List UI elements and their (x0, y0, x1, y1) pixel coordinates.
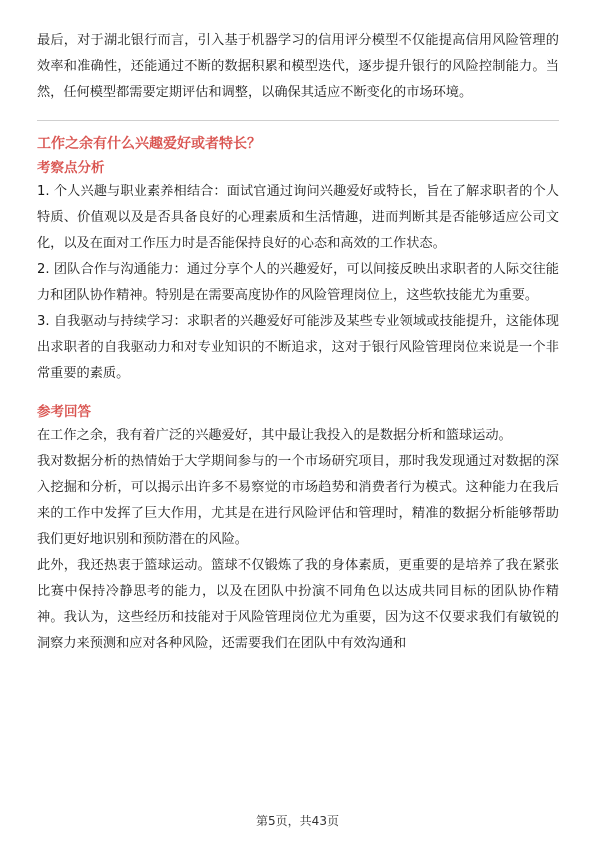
answer-paragraph: 在工作之余，我有着广泛的兴趣爱好，其中最让我投入的是数据分析和篮球运动。 (37, 428, 512, 443)
question-title: 工作之余有什么兴趣爱好或者特长？ (37, 136, 261, 152)
page-footer: 第5页，共43页 (256, 814, 339, 828)
analysis-heading: 考察点分析 (37, 160, 105, 176)
intro-paragraph: 最后，对于湖北银行而言，引入基于机器学习的信用评分模型不仅能提高信用风险管理的效率和准确性，还能通过不断的数据积累和模型迭代，逐步提升银行的风险控制能力。当然，任何模型都需要定期评估和调整，以确保其适应不断变化的市场环境。 (37, 33, 559, 100)
answer-heading: 参考回答 (37, 404, 91, 420)
analysis-item: 1. 个人兴趣与职业素养相结合：面试官通过询问兴趣爱好或特长，旨在了解求职者的个人特质、价值观以及是否具备良好的心理素质和生活情趣，进而判断其是否能够适应公司文化，以及在面对工作压力时是否能保持良好的心态和高效的工作状态。 (37, 184, 559, 251)
section-divider (37, 120, 559, 121)
answer-paragraph: 此外，我还热衷于篮球运动。篮球不仅锻炼了我的身体素质，更重要的是培养了我在紧张比赛中保持冷静思考的能力，以及在团队中扮演不同角色以达成共同目标的团队协作精神。我认为，这些经历和技能对于风险管理岗位尤为重要，因为这不仅要求我们有敏锐的洞察力来预测和应对各种风险，还需要我们在团队中有效沟通和 (37, 558, 559, 651)
analysis-item: 3. 自我驱动与持续学习：求职者的兴趣爱好可能涉及某些专业领域或技能提升，这能体现出求职者的自我驱动力和对专业知识的不断追求，这对于银行风险管理岗位来说是一个非常重要的素质。 (37, 314, 559, 381)
document-page (37, 28, 559, 657)
answer-paragraph: 我对数据分析的热情始于大学期间参与的一个市场研究项目，那时我发现通过对数据的深入挖掘和分析，可以揭示出许多不易察觉的市场趋势和消费者行为模式。这种能力在我后来的工作中发挥了巨大作用，尤其是在进行风险评估和管理时，精准的数据分析能够帮助我们更好地识别和预防潜在的风险。 (37, 454, 559, 547)
analysis-item: 2. 团队合作与沟通能力：通过分享个人的兴趣爱好，可以间接反映出求职者的人际交往能力和团队协作精神。特别是在需要高度协作的风险管理岗位上，这些软技能尤为重要。 (37, 262, 559, 303)
